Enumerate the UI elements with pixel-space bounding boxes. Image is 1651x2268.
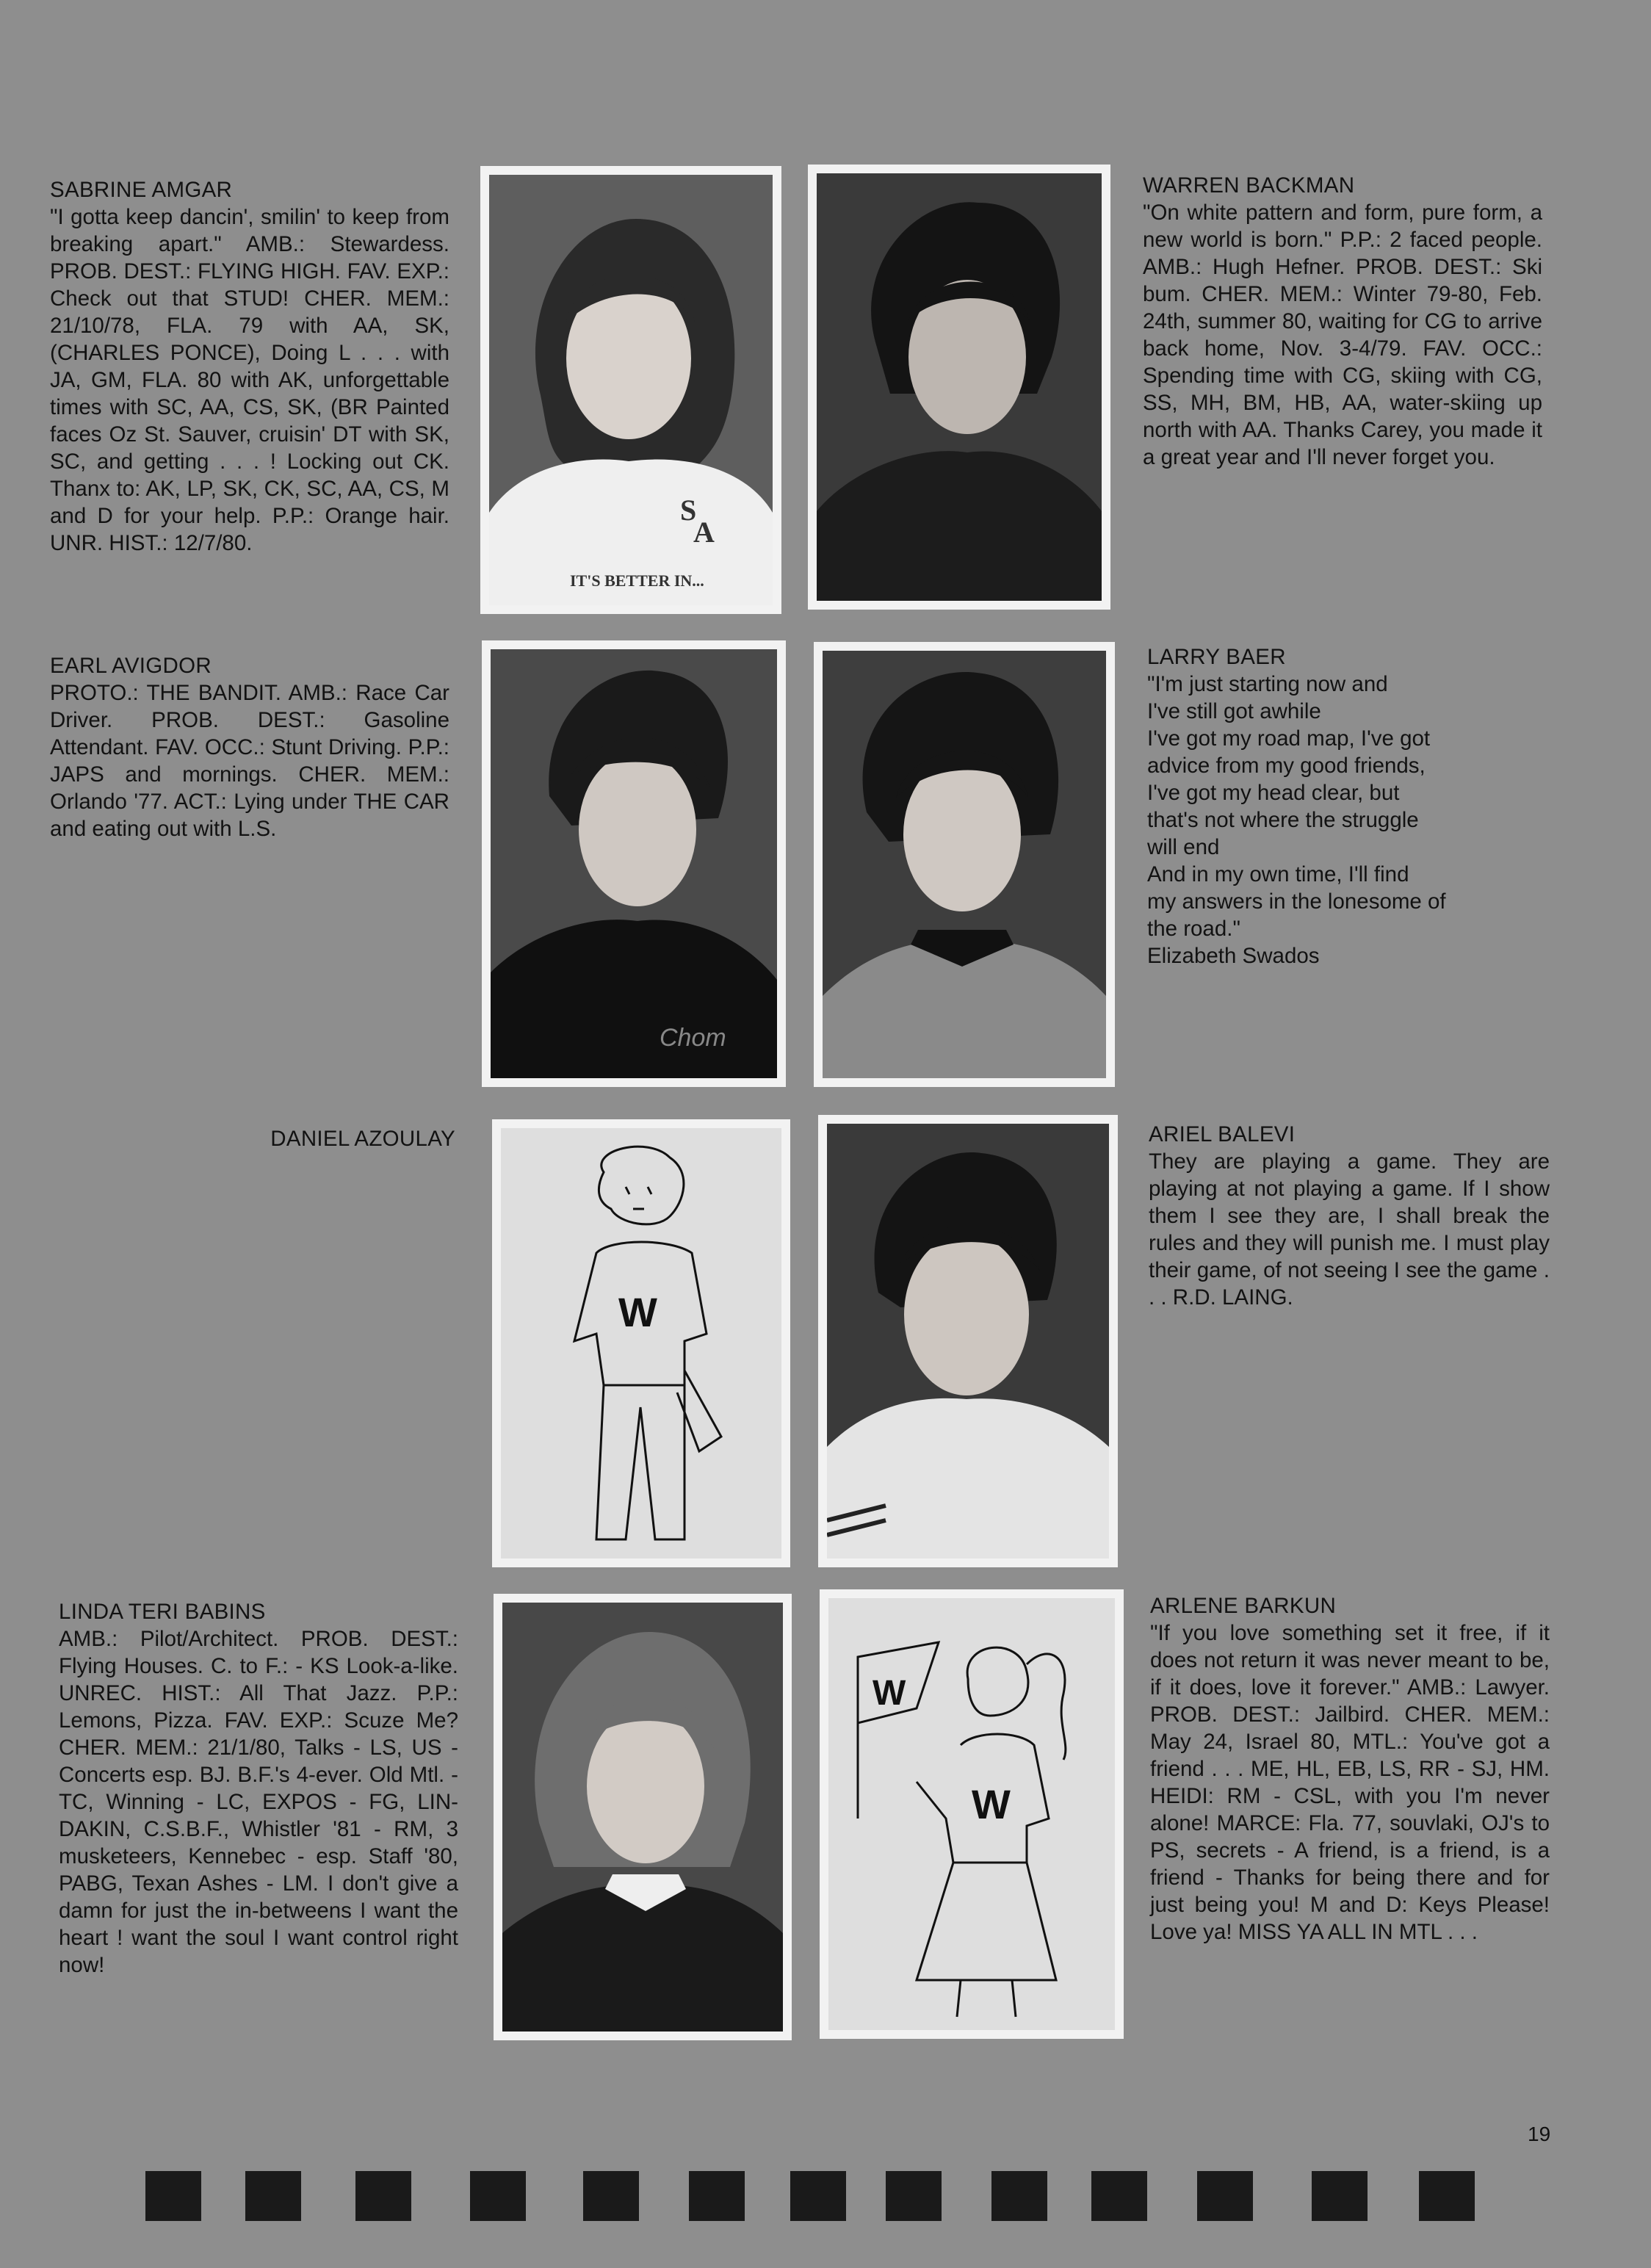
bio-warren-backman bbox=[1143, 172, 1542, 471]
photo-warren-backman bbox=[808, 165, 1110, 610]
footer-square bbox=[245, 2171, 301, 2221]
portrait-earl bbox=[491, 649, 777, 1078]
bio-sabrine-amgar bbox=[50, 176, 449, 557]
student-bio: "I'm just starting now and I've still got awhile I've got my road map, I've got advice from my good friends, I've got my head clear, but that's not where the struggle will end And in my own time, I'll find my answers in the lonesome of the road." Elizabeth Swados bbox=[1147, 672, 1446, 968]
bio-linda-teri-babins bbox=[59, 1598, 458, 1979]
photo-ariel-balevi bbox=[818, 1115, 1118, 1567]
drawing-arlene bbox=[828, 1598, 1115, 2030]
portrait-linda bbox=[502, 1603, 783, 2032]
footer-square bbox=[689, 2171, 745, 2221]
student-name: ARIEL BALEVI bbox=[1149, 1122, 1296, 1146]
student-name: DANIEL AZOULAY bbox=[270, 1127, 455, 1151]
photo-sabrine-amgar bbox=[480, 166, 781, 614]
footer-square bbox=[145, 2171, 201, 2221]
portrait-warren bbox=[817, 173, 1102, 601]
student-name: SABRINE AMGAR bbox=[50, 178, 233, 202]
svg-text:A: A bbox=[693, 516, 715, 549]
footer-square bbox=[886, 2171, 942, 2221]
footer-square bbox=[991, 2171, 1047, 2221]
portrait-ariel bbox=[827, 1124, 1109, 1559]
student-bio: AMB.: Pilot/Architect. PROB. DEST.: Flying Houses. C. to F.: - KS Look-a-like. UNREC. HIST.: All That Jazz. P.P.: Lemons, Pizza. FAV. EXP.: Scuze Me? CHER. MEM.: 21/1/80, Talks - LS, US - Concerts esp. BJ. B.F.'s 4-ever. Old Mtl. - TC, Winning - LC, EXPOS - FG, LIN-DAKIN, C.S.B.F., Whistler '81 - RM, 3 musketeers, Kennebec - esp. Staff '80, PABG, Texan Ashes - LM. I don't give a damn for just the in-betweens I want the heart ! want the soul I want control right now! bbox=[59, 1627, 458, 1977]
photo-larry-baer bbox=[814, 642, 1115, 1087]
portrait-larry bbox=[823, 651, 1106, 1078]
student-bio: "If you love something set it free, if it does not return it was never meant to be, if it does, love it forever." AMB.: Lawyer. PROB. DEST.: Jailbird. CHER. MEM.: May 24, Israel 80, MTL.: You've got a friend . . . ME, HL, EB, LS, RR - SJ, HM. HEIDI: RM - CSL, with you I'm never alone! MARCE: Fla. 77, souvlaki, OJ's to PS, secrets - A friend, is a friend, is a friend - Thanks for being there and for just being you! M and D: Keys Please! Love ya! MISS YA ALL IN MTL . . . bbox=[1150, 1621, 1550, 1944]
portrait-sabrine bbox=[489, 175, 773, 605]
svg-text:IT'S BETTER IN...: IT'S BETTER IN... bbox=[570, 571, 704, 590]
student-name: LINDA TERI BABINS bbox=[59, 1600, 266, 1624]
footer-square bbox=[470, 2171, 526, 2221]
footer-square bbox=[1312, 2171, 1368, 2221]
student-bio: "On white pattern and form, pure form, a new world is born." P.P.: 2 faced people. AMB.: Hugh Hefner. PROB. DEST.: Ski bum. CHER. MEM.: Winter 79-80, Feb. 24th, summer 80, waiting for CG to arrive back home, Nov. 3-4/79. FAV. OCC.: Spending time with CG, skiing with CG, SS, MH, BM, HB, AA, water-skiing up north with AA. Thanks Carey, you made it a great year and I'll never forget you. bbox=[1143, 201, 1542, 469]
student-bio: "I gotta keep dancin', smilin' to keep from breaking apart." AMB.: Stewardess. PROB. DEST.: FLYING HIGH. FAV. EXP.: Check out that STUD! CHER. MEM.: 21/10/78, FLA. 79 with AA, SK, (CHARLES PONCE), Doing L . . . with JA, GM, FLA. 80 with AK, unforgettable times with SC, AA, CS, SK, (BR Painted faces Oz St. Sauver, cruisin' DT with SK, SC, and getting . . . ! Locking out CK. Thanx to: AK, LP, SK, CK, SC, AA, CS, M and D for your help. P.P.: Orange hair. UNR. HIST.: 12/7/80. bbox=[50, 205, 449, 555]
footer-square bbox=[790, 2171, 846, 2221]
photo-daniel-azoulay bbox=[492, 1119, 790, 1567]
svg-text:W: W bbox=[972, 1781, 1011, 1827]
footer-square bbox=[1197, 2171, 1253, 2221]
footer-square bbox=[1419, 2171, 1475, 2221]
student-name: WARREN BACKMAN bbox=[1143, 173, 1355, 198]
page-number: 19 bbox=[1528, 2123, 1551, 2145]
svg-text:W: W bbox=[873, 1674, 906, 1713]
student-bio: PROTO.: THE BANDIT. AMB.: Race Car Driver. PROB. DEST.: Gasoline Attendant. FAV. OCC.: Stunt Driving. P.P.: JAPS and mornings. CHER. MEM.: Orlando '77. ACT.: Lying under THE CAR and eating out with L.S. bbox=[50, 681, 449, 841]
bio-daniel-azoulay bbox=[50, 1125, 455, 1152]
footer-square bbox=[1091, 2171, 1147, 2221]
photo-earl-avigdor bbox=[482, 640, 786, 1087]
footer-square bbox=[583, 2171, 639, 2221]
footer-square bbox=[355, 2171, 411, 2221]
bio-arlene-barkun bbox=[1150, 1592, 1550, 1946]
bio-ariel-balevi bbox=[1149, 1121, 1550, 1311]
student-bio: They are playing a game. They are playing at not playing a game. If I show them I see they are, I shall break the rules and they will punish me. I must play their game, of not seeing I see the game . . . R.D. LAING. bbox=[1149, 1149, 1550, 1310]
bio-larry-baer bbox=[1147, 643, 1544, 969]
svg-text:W: W bbox=[618, 1289, 657, 1335]
svg-text:Chom: Chom bbox=[660, 1024, 726, 1052]
photo-arlene-barkun bbox=[820, 1589, 1124, 2039]
svg-text:S: S bbox=[680, 494, 697, 527]
student-name: EARL AVIGDOR bbox=[50, 654, 212, 678]
drawing-daniel bbox=[501, 1128, 781, 1559]
student-name: ARLENE BARKUN bbox=[1150, 1594, 1337, 1618]
student-name: LARRY BAER bbox=[1147, 645, 1286, 669]
photo-linda-teri-babins bbox=[494, 1594, 792, 2040]
bio-earl-avigdor bbox=[50, 652, 449, 842]
